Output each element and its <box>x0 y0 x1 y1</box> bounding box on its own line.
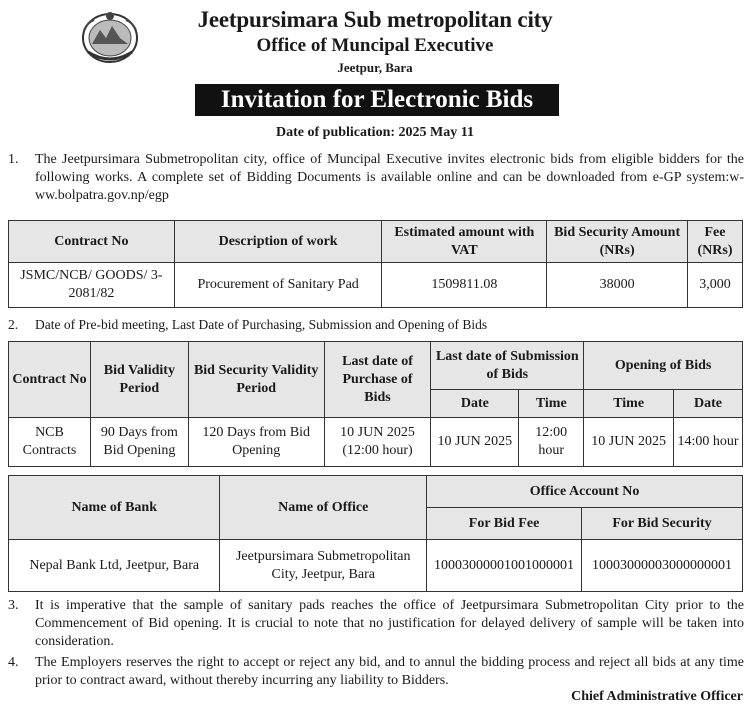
cell-submission-time: 12:00 hour <box>519 418 584 467</box>
subheader-submission-time: Time <box>519 390 584 418</box>
subheader-opening-time: Time <box>584 390 674 418</box>
subheader-submission-date: Date <box>431 390 519 418</box>
header-bid-security-validity: Bid Security Validity Period <box>188 342 324 418</box>
cell-bid-validity: 90 Days from Bid Opening <box>90 418 188 467</box>
office-title: Office of Muncipal Executive <box>256 35 494 56</box>
paragraph-number: 2. <box>8 317 19 332</box>
paragraph-number: 1. <box>8 152 19 167</box>
paragraph-number: 3. <box>8 598 19 613</box>
paragraph-text: The Jeetpursimara Submetropolitan city, office of Muncipal Executive invites electronic bids from eligible bidders for the following works. A complete set of Bidding Documents is available online and can be downloaded from e-GP system:w-ww.bolpatra.gov.np/egp <box>35 152 744 203</box>
header-last-purchase-date: Last date of Purchase of Bids <box>324 342 431 418</box>
cell-submission-date: 10 JUN 2025 <box>431 418 519 467</box>
header-office-account: Office Account No <box>427 476 743 508</box>
header-last-submission-date: Last date of Submission of Bids <box>431 342 584 390</box>
signature-title: Chief Administrative Officer <box>571 689 743 704</box>
cell-estimated-amount: 1509811.08 <box>382 263 547 308</box>
header-fee: Fee (NRs) <box>688 221 743 263</box>
cell-opening-time: 10 JUN 2025 <box>584 418 674 467</box>
paragraph-text: It is imperative that the sample of sanitary pads reaches the office of Jeetpursimara Submetropolitan City prior to the Commencement of Bid opening. It is crucial to note that no justification for delayed delivery of sample will be taken into consideration. <box>35 598 744 649</box>
bank-account-table <box>8 475 743 592</box>
subheader-opening-date: Date <box>674 390 743 418</box>
publication-date: Date of publication: 2025 May 11 <box>276 125 474 140</box>
header-contract-no: Contract No <box>9 221 175 263</box>
cell-opening-date: 14:00 hour <box>674 418 743 467</box>
header-description: Description of work <box>174 221 382 263</box>
paragraph-1 <box>8 151 744 205</box>
invitation-banner: Invitation for Electronic Bids <box>195 84 559 116</box>
cell-bid-fee-account: 10003000001001000001 <box>427 540 582 592</box>
cell-bid-security-amount: 38000 <box>547 263 688 308</box>
header-opening-of-bids: Opening of Bids <box>584 342 743 390</box>
contract-table <box>8 220 743 308</box>
cell-description: Procurement of Sanitary Pad <box>174 263 382 308</box>
header-bid-validity: Bid Validity Period <box>90 342 188 418</box>
subheader-bid-security: For Bid Security <box>582 508 743 540</box>
header-estimated-amount: Estimated amount with VAT <box>382 221 547 263</box>
office-location: Jeetpur, Bara <box>337 60 413 75</box>
cell-contract-no: JSMC/NCB/ GOODS/ 3-2081/82 <box>9 263 175 308</box>
cell-contract-no: NCB Contracts <box>9 418 91 467</box>
cell-fee: 3,000 <box>688 263 743 308</box>
header-bid-security-amount: Bid Security Amount (NRs) <box>547 221 688 263</box>
header-office-name: Name of Office <box>220 476 427 540</box>
schedule-table <box>8 341 743 467</box>
cell-office-name: Jeetpursimara Submetropolitan City, Jeetpur, Bara <box>220 540 427 592</box>
cell-last-purchase-date: 10 JUN 2025 (12:00 hour) <box>324 418 431 467</box>
cell-bid-security-validity: 120 Days from Bid Opening <box>188 418 324 467</box>
subheader-bid-fee: For Bid Fee <box>427 508 582 540</box>
paragraph-2 <box>8 316 744 334</box>
cell-bank-name: Nepal Bank Ltd, Jeetpur, Bara <box>9 540 220 592</box>
paragraph-text: Date of Pre-bid meeting, Last Date of Purchasing, Submission and Opening of Bids <box>35 317 488 332</box>
header-contract-no: Contract No <box>9 342 91 418</box>
header-bank-name: Name of Bank <box>9 476 220 540</box>
municipality-title: Jeetpursimara Sub metropolitan city <box>197 7 553 32</box>
cell-bid-security-account: 10003000003000000001 <box>582 540 743 592</box>
paragraph-text: The Employers reserves the right to accept or reject any bid, and to annul the bidding process and reject all bids at any time prior to contract award, without thereby incurring any liability to Bidders. <box>35 655 744 688</box>
paragraph-4 <box>8 654 744 690</box>
document-header <box>0 0 750 80</box>
paragraph-number: 4. <box>8 655 19 670</box>
paragraph-3 <box>8 597 744 651</box>
